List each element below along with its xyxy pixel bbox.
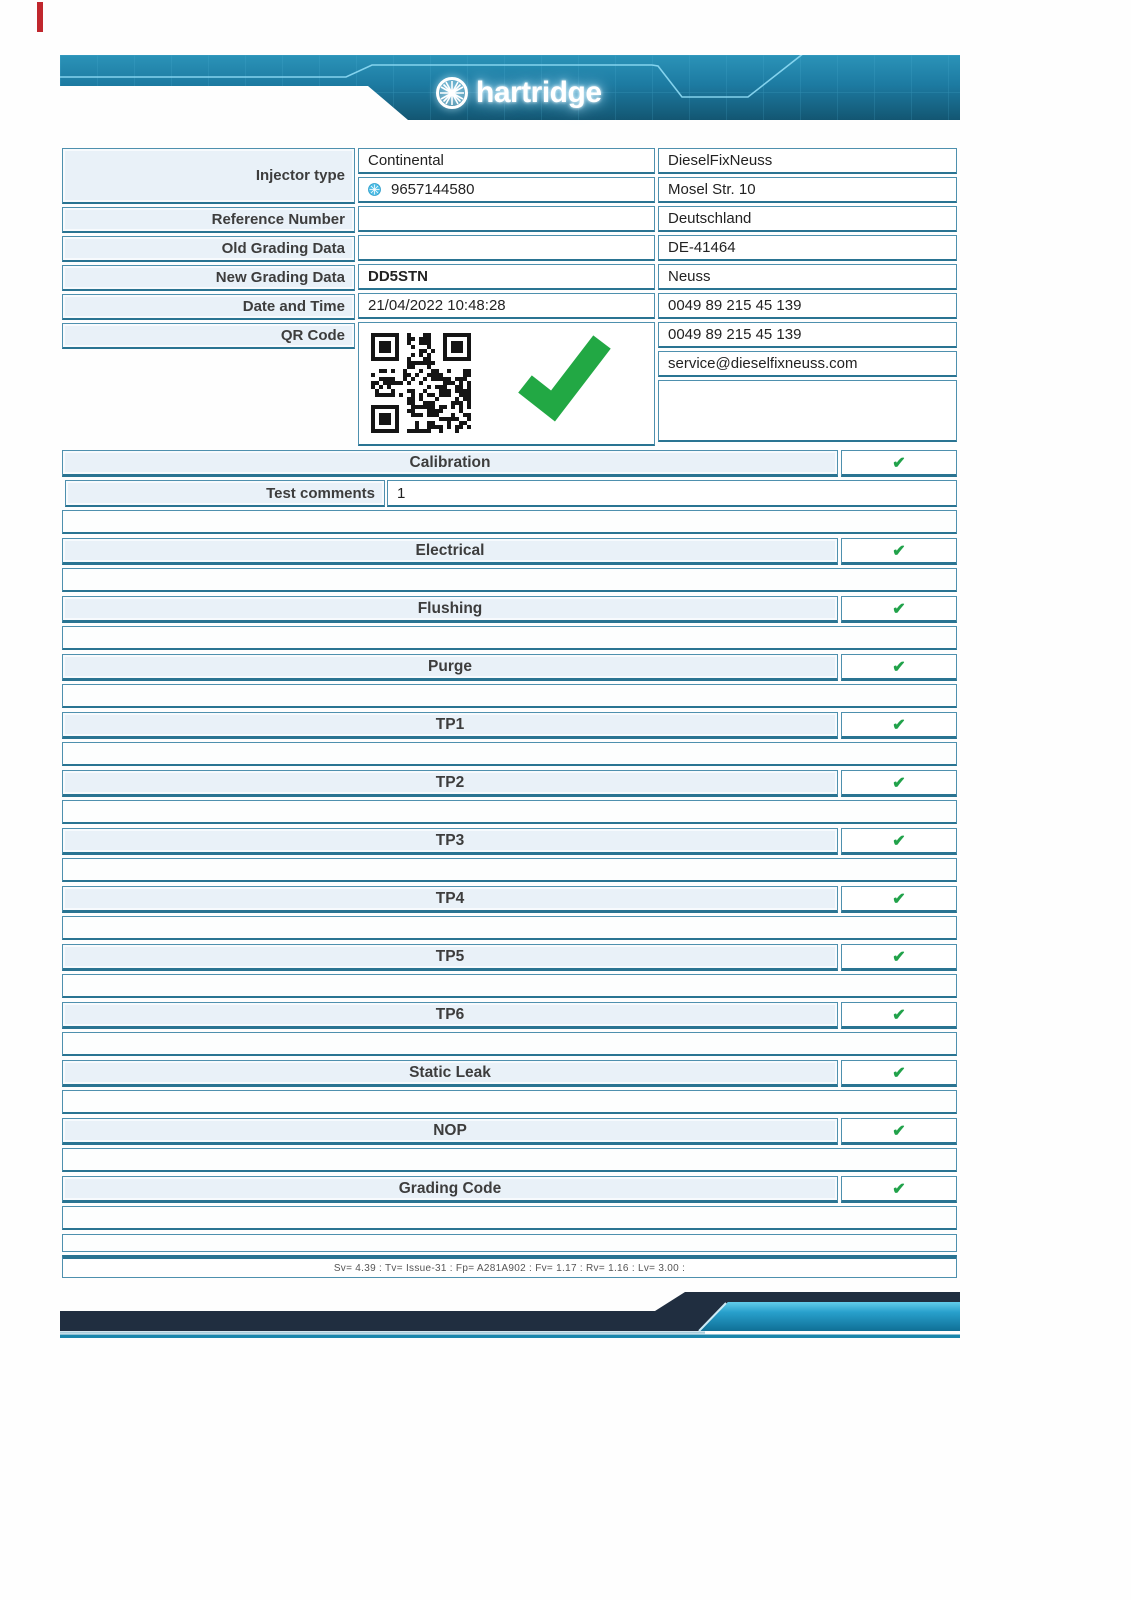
test-results-table — [62, 450, 957, 1278]
section-title: NOP — [62, 1118, 838, 1145]
info-value-column — [358, 148, 655, 449]
section-empty-row — [62, 858, 957, 882]
date-and-time-value: 21/04/2022 10:48:28 — [358, 293, 655, 319]
section-empty-row — [62, 1206, 957, 1230]
section-empty-row — [62, 916, 957, 940]
test-section — [62, 886, 957, 940]
test-sections — [62, 450, 957, 1230]
section-header-row — [62, 596, 957, 623]
section-pass-check-icon: ✔ — [841, 1176, 957, 1203]
footer-banner-graphic — [60, 1288, 960, 1340]
section-empty-row — [62, 1090, 957, 1114]
empty-row — [62, 1234, 957, 1252]
test-section — [62, 944, 957, 998]
section-pass-check-icon: ✔ — [841, 828, 957, 855]
section-title: Grading Code — [62, 1176, 838, 1203]
section-pass-check-icon: ✔ — [841, 654, 957, 681]
new-grading-data-value: DD5STN — [358, 264, 655, 290]
new-grading-data-label: New Grading Data — [62, 265, 355, 291]
test-section — [62, 712, 957, 766]
section-pass-check-icon: ✔ — [841, 450, 957, 477]
section-header-row — [62, 828, 957, 855]
test-section — [62, 1118, 957, 1172]
section-empty-row — [62, 568, 957, 592]
section-title: TP2 — [62, 770, 838, 797]
section-empty-row — [62, 510, 957, 534]
section-header-row — [62, 1002, 957, 1029]
section-title: Flushing — [62, 596, 838, 623]
section-title: Calibration — [62, 450, 838, 477]
test-section — [62, 596, 957, 650]
section-title: Purge — [62, 654, 838, 681]
old-grading-data-value — [358, 235, 655, 261]
test-section — [62, 770, 957, 824]
qr-code-cell — [358, 322, 655, 446]
old-grading-data-label: Old Grading Data — [62, 236, 355, 262]
info-label-column — [62, 148, 355, 352]
qr-code-image — [371, 333, 471, 437]
section-empty-row — [62, 742, 957, 766]
test-section — [62, 538, 957, 592]
injector-make-value: Continental — [358, 148, 655, 174]
software-version-row — [62, 1255, 957, 1278]
test-section — [62, 1176, 957, 1230]
workshop-email: service@dieselfixneuss.com — [658, 351, 957, 377]
brand-name: hartridge — [476, 76, 602, 109]
injector-info-table — [62, 148, 957, 448]
workshop-phone-2: 0049 89 215 45 139 — [658, 322, 957, 348]
section-empty-row — [62, 626, 957, 650]
section-title: Static Leak — [62, 1060, 838, 1087]
section-empty-row — [62, 684, 957, 708]
workshop-city: Neuss — [658, 264, 957, 290]
section-pass-check-icon: ✔ — [841, 886, 957, 913]
section-pass-check-icon: ✔ — [841, 712, 957, 739]
section-header-row — [62, 538, 957, 565]
test-section — [62, 654, 957, 708]
header-banner — [60, 55, 960, 130]
workshop-postcode: DE-41464 — [658, 235, 957, 261]
reference-number-label: Reference Number — [62, 207, 355, 233]
section-header-row — [62, 712, 957, 739]
red-margin-mark — [37, 2, 43, 32]
test-section — [62, 1002, 957, 1056]
section-pass-check-icon: ✔ — [841, 770, 957, 797]
section-title: TP6 — [62, 1002, 838, 1029]
section-header-row — [62, 1060, 957, 1087]
test-comments-value: 1 — [387, 480, 957, 507]
section-header-row — [62, 1118, 957, 1145]
section-header-row — [62, 1176, 957, 1203]
section-header-row — [62, 886, 957, 913]
section-pass-check-icon: ✔ — [841, 1002, 957, 1029]
injector-serial-value: 9657144580 — [391, 181, 475, 198]
section-empty-row — [62, 800, 957, 824]
test-section — [62, 828, 957, 882]
section-title: TP3 — [62, 828, 838, 855]
footer-banner — [60, 1288, 960, 1340]
test-comments-row — [65, 480, 957, 507]
software-version-text: Sv= 4.39 : Tv= Issue-31 : Fp= A281A902 : Fv= 1.17 : Rv= 1.16 : Lv= 3.00 : — [333, 1262, 686, 1274]
section-title: TP1 — [62, 712, 838, 739]
section-pass-check-icon: ✔ — [841, 1060, 957, 1087]
workshop-phone-1: 0049 89 215 45 139 — [658, 293, 957, 319]
qr-code-label: QR Code — [62, 323, 355, 349]
section-empty-row — [62, 1032, 957, 1056]
section-pass-check-icon: ✔ — [841, 596, 957, 623]
section-empty-row — [62, 974, 957, 998]
workshop-info-column — [658, 148, 957, 445]
section-title: TP5 — [62, 944, 838, 971]
section-header-row — [62, 654, 957, 681]
section-header-row — [62, 770, 957, 797]
hartridge-wheel-icon — [434, 75, 470, 111]
workshop-street: Mosel Str. 10 — [658, 177, 957, 203]
brand-logo — [434, 72, 602, 114]
section-pass-check-icon: ✔ — [841, 538, 957, 565]
section-header-row — [62, 450, 957, 477]
section-title: TP4 — [62, 886, 838, 913]
section-pass-check-icon: ✔ — [841, 1118, 957, 1145]
reference-number-value — [358, 206, 655, 232]
workshop-name: DieselFixNeuss — [658, 148, 957, 174]
injector-serial-row — [358, 177, 655, 203]
section-empty-row — [62, 1148, 957, 1172]
section-header-row — [62, 944, 957, 971]
workshop-country: Deutschland — [658, 206, 957, 232]
test-section — [62, 450, 957, 534]
section-pass-check-icon: ✔ — [841, 944, 957, 971]
section-title: Electrical — [62, 538, 838, 565]
date-and-time-label: Date and Time — [62, 294, 355, 320]
test-section — [62, 1060, 957, 1114]
test-comments-label: Test comments — [65, 480, 385, 507]
injector-wheel-icon — [368, 183, 381, 196]
workshop-empty-cell — [658, 380, 957, 442]
injector-type-label: Injector type — [62, 148, 355, 204]
pass-check-icon — [511, 333, 615, 429]
